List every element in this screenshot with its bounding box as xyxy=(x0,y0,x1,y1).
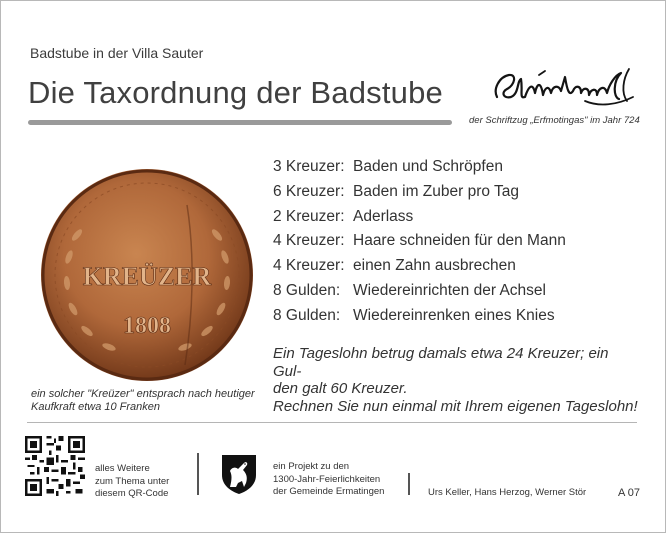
qr-hint: alles Weitere zum Thema unter diesem QR-Code xyxy=(95,463,170,499)
price-item: 8 Gulden: Wiedereinrenken eines Knies xyxy=(273,306,555,324)
footer-separator xyxy=(197,453,199,495)
kreuzer-coin-image xyxy=(37,165,257,385)
panel-code: A 07 xyxy=(618,487,641,499)
price-item: 4 Kreuzer: einen Zahn ausbrechen xyxy=(273,257,516,275)
signature-caption: der Schriftzug „Erfmotingas" im Jahr 724 xyxy=(469,115,640,126)
project-info: ein Projekt zu den 1300-Jahr-Feierlichkeiten der Gemeinde Ermatingen xyxy=(273,461,385,497)
title-underline xyxy=(28,120,452,125)
authors: Urs Keller, Hans Herzog, Werner Stör xyxy=(428,487,587,498)
coin-year: 1808 xyxy=(123,313,171,339)
price-item: 3 Kreuzer: Baden und Schröpfen xyxy=(273,158,503,175)
qr-code[interactable] xyxy=(25,436,85,496)
footer-divider xyxy=(27,422,637,423)
footer-separator xyxy=(408,473,410,495)
erfmotingas-signature-image xyxy=(489,63,639,111)
price-item: 4 Kreuzer: Haare schneiden für den Mann xyxy=(273,232,566,250)
wage-note: Ein Tageslohn betrug damals etwa 24 Kreuzer; ein Gul- den galt 60 Kreuzer. Rechnen Sie nun einmal mit Ihrem eigenen Tageslohn! xyxy=(273,345,638,415)
panel-subtitle: Badstube in der Villa Sauter xyxy=(30,45,204,61)
price-item: 8 Gulden: Wiedereinrichten der Achsel xyxy=(273,281,546,299)
ermatingen-crest-icon xyxy=(220,453,258,495)
panel-title: Die Taxordnung der Badstube xyxy=(28,75,443,110)
price-item: 6 Kreuzer: Baden im Zuber pro Tag xyxy=(273,182,520,200)
coin-caption: ein solcher "Kreüzer" entsprach nach heutiger Kaufkraft etwa 10 Franken xyxy=(31,388,255,413)
price-item: 2 Kreuzer: Aderlass xyxy=(273,207,414,225)
coin-inscription: KREÜZER xyxy=(82,262,212,291)
price-list xyxy=(273,155,566,329)
